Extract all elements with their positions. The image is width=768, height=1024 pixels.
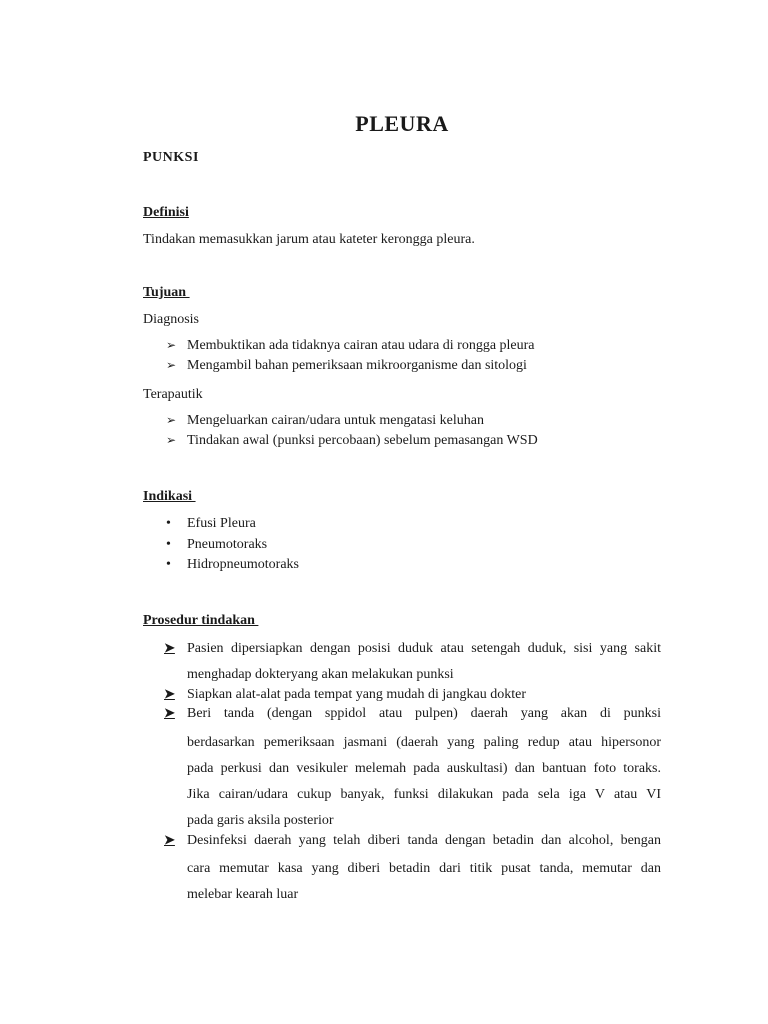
list-item: ➢ Mengeluarkan cairan/udara untuk mengatasi keluhan — [166, 413, 484, 428]
list-item: • Pneumotoraks — [166, 537, 268, 552]
procedure-step-line: melebar kearah luar — [187, 887, 299, 902]
procedure-step-line: Jika cairan/udara cukup banyak, funksi dilakukan pada sela iga V atau VI — [187, 787, 661, 802]
dot-bullet-icon: • — [166, 516, 171, 531]
procedure-step-line: pada garis aksila posterior — [187, 813, 334, 828]
procedure-step: ➤ Pasien dipersiapkan dengan posisi duduk atau setengah duduk, sisi yang sakit — [164, 640, 661, 656]
procedure-step-line: pada perkusi dan vesikuler melemah pada auskultasi) dan bantuan foto toraks. — [187, 761, 661, 776]
prosedur-heading: Prosedur tindakan — [143, 613, 259, 628]
indikasi-heading: Indikasi — [143, 489, 196, 504]
arrow-bullet-icon: ➢ — [166, 433, 177, 447]
arrow-bullet-icon: ➢ — [166, 413, 177, 427]
procedure-step-line: cara memutar kasa yang diberi betadin dari titik pusat tanda, memutar dan — [187, 861, 661, 876]
dot-bullet-icon: • — [166, 537, 171, 552]
list-item: ➢ Tindakan awal (punksi percobaan) sebelum pemasangan WSD — [166, 433, 538, 448]
arrow-bullet-icon: ➢ — [166, 338, 177, 352]
document-title: PLEURA — [355, 111, 449, 136]
procedure-step-line: menghadap dokteryang akan melakukan punksi — [187, 667, 454, 682]
definisi-text: Tindakan memasukkan jarum atau kateter kerongga pleura. — [143, 232, 475, 247]
procedure-step: ➤ Beri tanda (dengan sppidol atau pulpen) daerah yang akan di punksi — [164, 705, 661, 721]
definisi-heading: Definisi — [143, 205, 189, 220]
arrow-bullet-icon: ➤ — [164, 705, 175, 720]
list-item: • Hidropneumotoraks — [166, 557, 299, 572]
arrow-bullet-icon: ➤ — [164, 686, 175, 701]
list-item: ➢ Mengambil bahan pemeriksaan mikroorganisme dan sitologi — [166, 358, 527, 373]
procedure-step: ➤ Desinfeksi daerah yang telah diberi tanda dengan betadin dan alcohol, bengan — [164, 832, 661, 848]
arrow-bullet-icon: ➤ — [164, 832, 175, 847]
document-subtitle: PUNKSI — [143, 150, 199, 165]
procedure-step-line: berdasarkan pemeriksaan jasmani (daerah yang paling redup atau hipersonor — [187, 735, 661, 750]
procedure-step: ➤ Siapkan alat-alat pada tempat yang mudah di jangkau dokter — [164, 686, 526, 702]
arrow-bullet-icon: ➤ — [164, 640, 175, 655]
arrow-bullet-icon: ➢ — [166, 358, 177, 372]
list-item: • Efusi Pleura — [166, 516, 256, 531]
diagnosis-label: Diagnosis — [143, 312, 199, 327]
list-item: ➢ Membuktikan ada tidaknya cairan atau udara di rongga pleura — [166, 338, 535, 353]
dot-bullet-icon: • — [166, 557, 171, 572]
terapautik-label: Terapautik — [143, 387, 203, 402]
tujuan-heading: Tujuan — [143, 285, 190, 300]
